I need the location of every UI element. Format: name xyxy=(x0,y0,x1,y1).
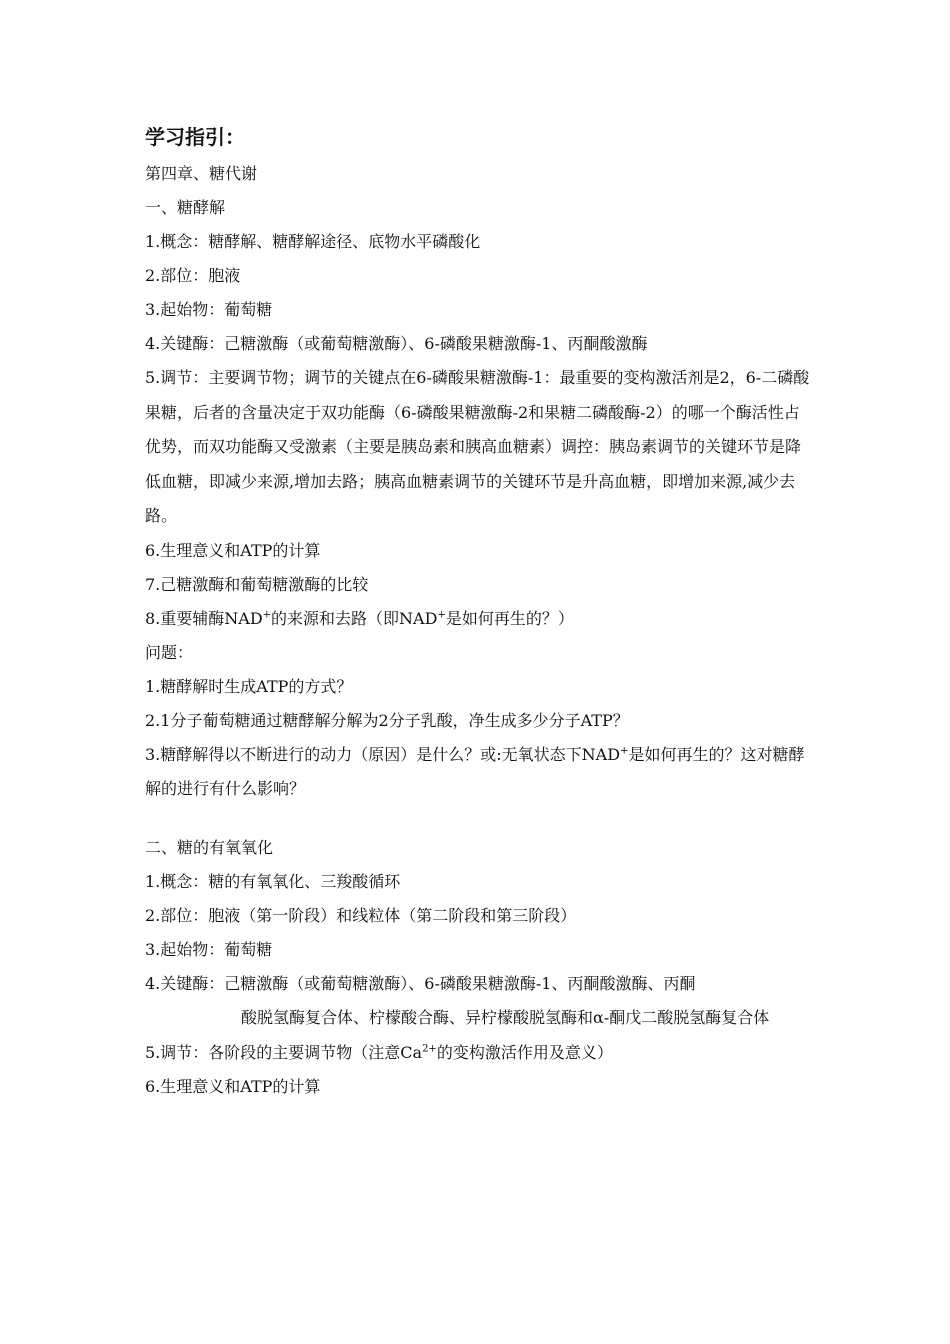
glycolysis-item-significance: 6.生理意义和ATP的计算 xyxy=(145,540,321,560)
question-3-part1: 3.糖酵解得以不断进行的动力（原因）是什么？或:无氧状态下NAD xyxy=(145,744,621,764)
aerobic-item-key-enzymes: 4.关键酶：己糖激酶（或葡萄糖激酶）、6-磷酸果糖激酶-1、丙酮酸激酶、丙酮 xyxy=(145,973,696,993)
section-heading-aerobic-oxidation: 二、糖的有氧氧化 xyxy=(145,837,274,857)
glycolysis-item-key-enzymes: 4.关键酶：己糖激酶（或葡萄糖激酶）、6-磷酸果糖激酶-1、丙酮酸激酶 xyxy=(145,334,648,353)
nad-text-part3: 是如何再生的？） xyxy=(445,608,574,628)
nad-text-part2: 的来源和去路（即NAD xyxy=(271,608,438,628)
regulation-text-part1: 5.调节：各阶段的主要调节物（注意Ca xyxy=(145,1042,423,1062)
aerobic-item-regulation xyxy=(145,1036,815,1070)
glycolysis-item-regulation: 5.调节：主要调节物；调节的关键点在6-磷酸果糖激酶-1：最重要的变构激活剂是2，6-二磷酸果糖，后者的含量决定于双功能酶（6-磷酸果糖激酶-2和果糖二磷酸酶-2）的哪一个酶活性占优势，而双功能酶又受激素（主要是胰岛素和胰高血糖素）调控：胰岛素调节的关键环节是降低血糖，即减少来源,增加去路；胰高血糖素调节的关键环节是升高血糖，即增加来源,减少去路。 xyxy=(145,368,810,525)
aerobic-item-significance: 6.生理意义和ATP的计算 xyxy=(145,1076,321,1096)
document-page xyxy=(145,117,815,1104)
question-1: 1.糖酵解时生成ATP的方式？ xyxy=(145,676,353,696)
nad-text-part1: 8.重要辅酶NAD xyxy=(145,608,263,628)
page-title: 学习指引： xyxy=(145,125,245,149)
glycolysis-item-substrate: 3.起始物：葡萄糖 xyxy=(145,300,273,319)
question-3 xyxy=(145,738,815,807)
aerobic-item-key-enzymes-continued: 酸脱氢酶复合体、柠檬酸合酶、异柠檬酸脱氢酶和α-酮戊二酸脱氢酶复合体 xyxy=(241,1008,770,1027)
question-2: 2.1分子葡萄糖通过糖酵解分解为2分子乳酸，净生成多少分子ATP？ xyxy=(145,710,629,730)
calcium-superscript: 2+ xyxy=(422,1043,437,1055)
chapter-heading: 第四章、糖代谢 xyxy=(145,164,258,183)
glycolysis-item-location: 2.部位：胞液 xyxy=(145,266,241,285)
aerobic-item-location: 2.部位：胞液（第一阶段）和线粒体（第二阶段和第三阶段） xyxy=(145,905,577,925)
section-heading-glycolysis: 一、糖酵解 xyxy=(145,198,226,217)
question-3-part2: 是如何再生的？这对糖酵解的进行有什么影响？ xyxy=(145,744,805,798)
glycolysis-item-nad xyxy=(145,602,815,636)
aerobic-item-concept: 1.概念：糖的有氧氧化、三羧酸循环 xyxy=(145,871,401,891)
glycolysis-item-concept: 1.概念：糖酵解、糖酵解途径、底物水平磷酸化 xyxy=(145,232,481,251)
section-spacer xyxy=(145,807,815,831)
nad-superscript-1: + xyxy=(262,609,272,621)
regulation-text-part2: 的变构激活作用及意义） xyxy=(436,1042,613,1062)
questions-label: 问题： xyxy=(145,642,194,662)
aerobic-item-substrate: 3.起始物：葡萄糖 xyxy=(145,939,273,959)
question-3-superscript: + xyxy=(620,745,629,757)
glycolysis-item-comparison: 7.己糖激酶和葡萄糖激酶的比较 xyxy=(145,574,369,594)
nad-superscript-2: + xyxy=(437,609,446,621)
